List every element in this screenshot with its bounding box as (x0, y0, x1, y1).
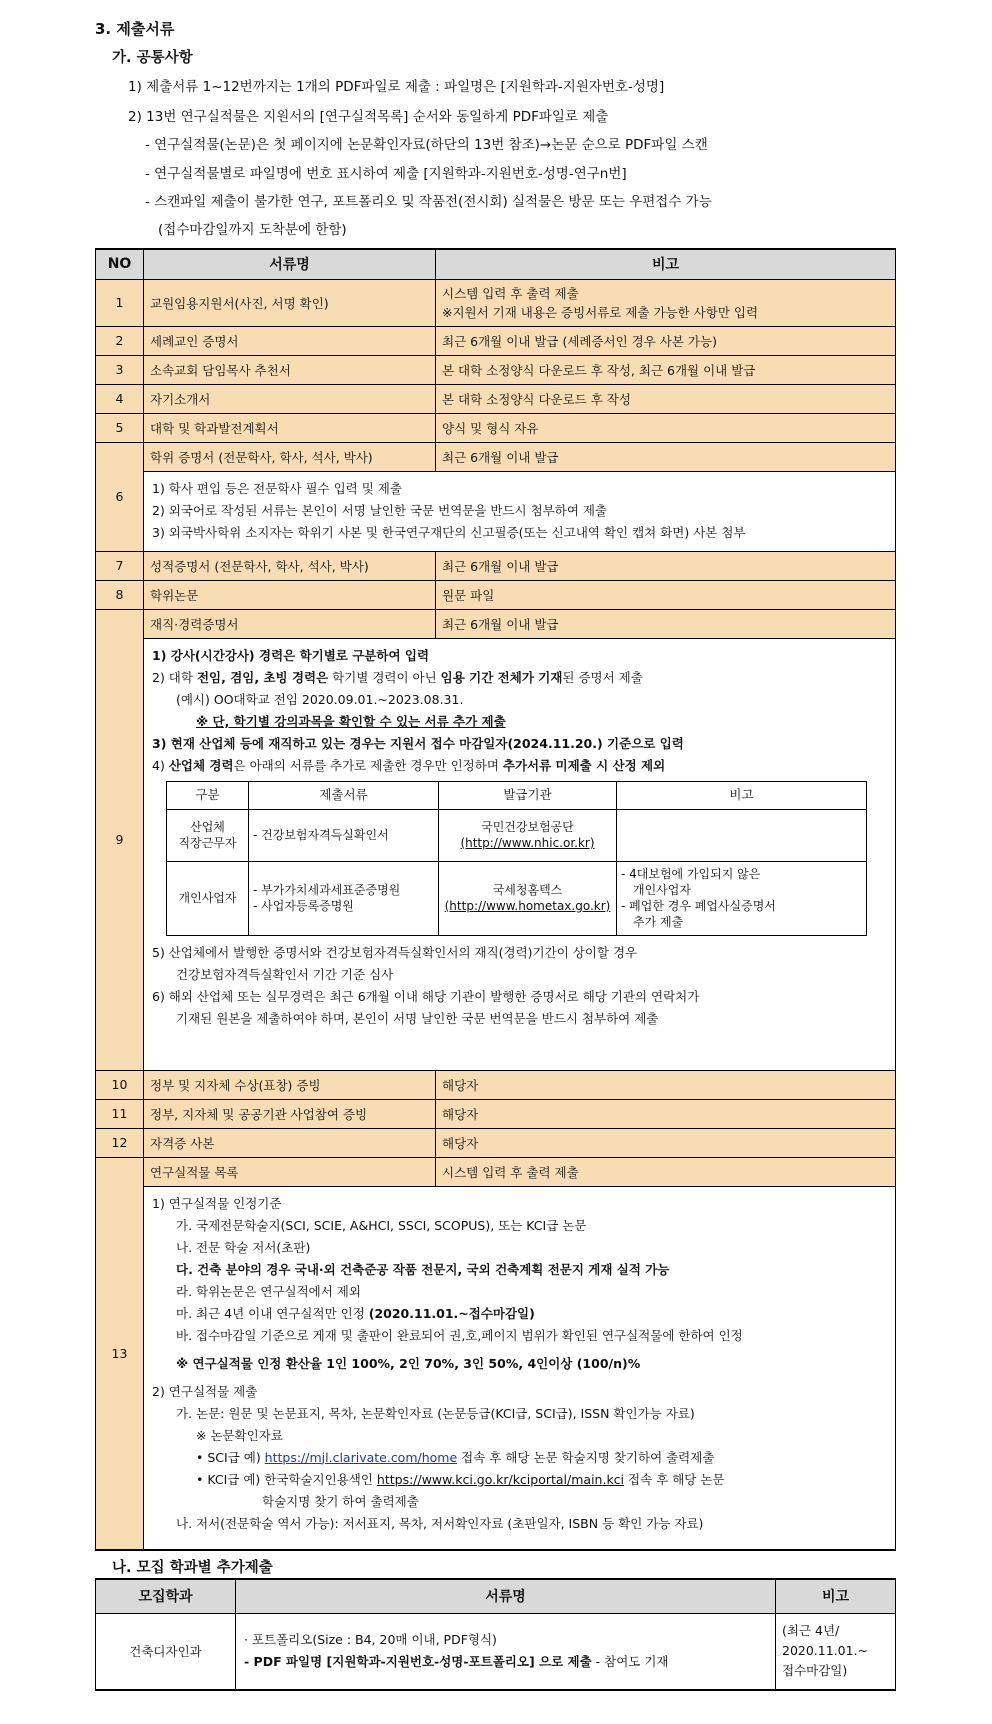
row-number: 12 (96, 1128, 144, 1157)
intro-line: - 연구실적물별로 파일명에 번호 표시하여 제출 [지원학과-지원번호-성명-연구n번] (145, 166, 627, 182)
org-link[interactable]: (http://www.nhic.or.kr) (460, 836, 595, 850)
detail-line (152, 755, 887, 777)
doc-name: 연구실적물 목록 (144, 1157, 436, 1186)
row-number: 9 (96, 609, 144, 1070)
row-number: 1 (96, 279, 144, 326)
table-row (96, 580, 896, 609)
table-row (96, 442, 896, 471)
row-details (144, 1186, 896, 1550)
detail-note: ※ 연구실적물 인정 환산율 1인 100%, 2인 70%, 3인 50%, 4인이상 (100/n)% (176, 1355, 641, 1371)
detail-line (152, 667, 887, 689)
row-number: 2 (96, 326, 144, 355)
text: 4) (152, 757, 169, 773)
sub-doc (249, 861, 439, 935)
intro-line: 1) 제출서류 1~12번까지는 1개의 PDF파일로 제출 : 파일명은 [지원학과-지원자번호-성명] (128, 79, 665, 95)
detail-line: 다. 건축 분야의 경우 국내·외 건축준공 작품 전문지, 국외 건축계획 전문지 게재 실적 가능 (176, 1261, 670, 1277)
intro-line: - 연구실적물(논문)은 첫 페이지에 논문확인자료(하단의 13번 참조)→논문 순으로 PDF파일 스캔 (145, 137, 708, 153)
detail-line: 1) 연구실적물 인정기준 (152, 1195, 282, 1211)
table-header-row (96, 249, 896, 279)
doc-note: 시스템 입력 후 출력 제출 (436, 1157, 896, 1186)
row-number: 3 (96, 355, 144, 384)
doc-note: 최근 6개월 이내 발급 (436, 442, 896, 471)
dept-header: 서류명 (236, 1579, 776, 1613)
doc-name: 자격증 사본 (144, 1128, 436, 1157)
detail-line: 2) 연구실적물 제출 (152, 1383, 258, 1399)
text: 전임, 겸임, 초빙 경력은 (196, 669, 329, 685)
detail-line: 가. 국제전문학술지(SCI, SCIE, A&HCI, SSCI, SCOPUS), 또는 KCI급 논문 (176, 1217, 587, 1233)
text: 접속 후 해당 논문 학술지명 찾기하여 출력제출 (457, 1449, 715, 1465)
doc-name: 재직·경력증명서 (144, 609, 436, 638)
subsection-title: 가. 공통사항 (112, 50, 193, 66)
text: 접수마감일) (782, 1663, 848, 1679)
text: 은 아래의 서류를 추가로 제출한 경우만 인정하며 (233, 757, 503, 773)
detail-note: ※ 단, 학기별 강의과목을 확인할 수 있는 서류 추가 제출 (196, 713, 506, 729)
text: 산업체 경력 (168, 757, 234, 773)
detail-line: 건강보험자격득실확인서 기간 기준 심사 (176, 966, 394, 982)
table-row (96, 1070, 896, 1099)
text: 2020.11.01.~ (782, 1643, 869, 1659)
org-link[interactable]: (http://www.hometax.go.kr) (444, 899, 611, 913)
doc-note: 원문 파일 (436, 580, 896, 609)
detail-line: 학술지명 찾기 하여 출력제출 (262, 1493, 419, 1509)
dept-note (776, 1613, 896, 1690)
note-line: 시스템 입력 후 출력 제출 (442, 285, 579, 301)
sub-doc: - 건강보험자격득실확인서 (249, 809, 439, 861)
intro-line: 2) 13번 연구실적물은 지원서의 [연구실적목록] 순서와 동일하게 PDF파일로 제출 (128, 109, 609, 125)
detail-line: 가. 논문: 원문 및 논문표지, 목차, 논문확인자료 (논문등급(KCI급, SCI급), ISSN 확인가능 자료) (176, 1405, 695, 1421)
detail-line: 나. 전문 학술 저서(초판) (176, 1239, 311, 1255)
sub-header: 구분 (167, 781, 249, 809)
table-row (96, 355, 896, 384)
row-number: 4 (96, 384, 144, 413)
table-row (96, 1128, 896, 1157)
detail-line (152, 1447, 887, 1469)
sub-header: 비고 (617, 781, 867, 809)
detail-line (152, 1469, 887, 1491)
row-number: 6 (96, 442, 144, 551)
row-details (144, 471, 896, 551)
industry-docs-table (166, 781, 867, 936)
text: 학기별 경력이 아닌 (328, 669, 441, 685)
doc-name: 성적증명서 (전문학사, 학사, 석사, 박사) (144, 551, 436, 580)
dept-table (95, 1578, 896, 1691)
header-name: 서류명 (144, 249, 436, 279)
dept-doc-line (244, 1651, 767, 1673)
detail-line: 3) 현재 산업체 등에 재직하고 있는 경우는 지원서 접수 마감일자(2024.11.20.) 기준으로 입력 (152, 735, 684, 751)
sub-row (167, 809, 867, 861)
note-line: ※지원서 기재 내용은 증빙서류로 제출 가능한 사항만 입력 (442, 304, 759, 320)
doc-note: 최근 6개월 이내 발급 (436, 609, 896, 638)
detail-line: (예시) OO대학교 전임 2020.09.01.~2023.08.31. (176, 691, 464, 707)
text: • KCI급 예) 한국학술지인용색인 (196, 1471, 377, 1487)
table-row (96, 279, 896, 326)
table-row (96, 326, 896, 355)
text: 임용 기간 전체가 기재 (440, 669, 563, 685)
doc-name: 정부, 지자체 및 공공기관 사업참여 증빙 (144, 1099, 436, 1128)
sci-link[interactable]: https://mjl.clarivate.com/home (264, 1449, 458, 1465)
doc-name: 소속교회 담임목사 추천서 (144, 355, 436, 384)
dept-doc-line: · 포트폴리오(Size : B4, 20매 이내, PDF형식) (244, 1632, 497, 1648)
text: - PDF 파일명 [지원학과-지원번호-성명-포트폴리오] 으로 제출 (244, 1654, 592, 1670)
text: 추가 제출 (633, 915, 684, 929)
table-row (96, 413, 896, 442)
detail-line: 나. 저서(전문학술 역서 가능): 저서표지, 목차, 저서확인자료 (초판일자, ISBN 등 확인 가능 자료) (176, 1515, 704, 1531)
doc-note: 양식 및 형식 자유 (436, 413, 896, 442)
doc-name: 세례교인 증명서 (144, 326, 436, 355)
sub-header: 제출서류 (249, 781, 439, 809)
detail-line: 2) 외국어로 작성된 서류는 본인이 서명 날인한 국문 번역문을 반드시 첨부하여 제출 (152, 502, 608, 518)
dept-section-title: 나. 모집 학과별 추가제출 (112, 1560, 273, 1576)
text: 접속 후 해당 논문 (624, 1471, 725, 1487)
text: • SCI급 예) (196, 1449, 265, 1465)
doc-note: 본 대학 소정양식 다운로드 후 작성 (436, 384, 896, 413)
dept-header: 모집학과 (96, 1579, 236, 1613)
table-row (96, 1157, 896, 1186)
text: 된 증명서 제출 (562, 669, 643, 685)
sub-header-row (167, 781, 867, 809)
text: 국세청홈텍스 (492, 883, 563, 897)
text: - 부가가치세과세표준증명원 (253, 883, 401, 897)
sub-row (167, 861, 867, 935)
doc-name: 교원임용지원서(사진, 서명 확인) (144, 279, 436, 326)
detail-line (152, 1303, 887, 1325)
intro-line: - 스캔파일 제출이 불가한 연구, 포트폴리오 및 작품전(전시회) 실적물은 방문 또는 우편접수 가능 (145, 194, 712, 210)
detail-line: 라. 학위논문은 연구실적에서 제외 (176, 1283, 361, 1299)
sub-type: 개인사업자 (167, 861, 249, 935)
detail-line: 5) 산업체에서 발행한 증명서와 건강보험자격득실확인서의 재직(경력)기간이 상이할 경우 (152, 944, 638, 960)
dept-docs (236, 1613, 776, 1690)
text: 추가서류 미제출 시 산정 제외 (502, 757, 666, 773)
section-title: 3. 제출서류 (95, 20, 175, 38)
text: (최근 4년/ (782, 1623, 840, 1639)
doc-note (436, 279, 896, 326)
sub-note (617, 861, 867, 935)
row-number: 10 (96, 1070, 144, 1099)
row-details (144, 638, 896, 1070)
detail-line: 6) 해외 산업체 또는 실무경력은 최근 6개월 이내 해당 기관이 발행한 증명서로 해당 기관의 연락처가 (152, 988, 700, 1004)
table-row-details (96, 638, 896, 1070)
sub-header: 발급기관 (439, 781, 617, 809)
doc-note: 최근 6개월 이내 발급 (436, 551, 896, 580)
detail-line: 기재된 원본을 제출하여야 하며, 본인이 서명 날인한 국문 번역문을 반드시 첨부하여 제출 (176, 1010, 659, 1026)
table-row (96, 551, 896, 580)
kci-link[interactable]: https://www.kci.go.kr/kciportal/main.kci (376, 1471, 625, 1487)
detail-line: 3) 외국박사학위 소지자는 학위기 사본 및 한국연구재단의 신고필증(또는 신고내역 확인 캡쳐 화면) 사본 첨부 (152, 524, 746, 540)
text: - 4대보험에 가입되지 않은 (621, 867, 761, 881)
table-row-details (96, 1186, 896, 1550)
doc-note: 해당자 (436, 1099, 896, 1128)
sub-note (617, 809, 867, 861)
dept-header-row (96, 1579, 896, 1613)
text: - 참여도 기재 (591, 1654, 669, 1670)
detail-line: 1) 학사 편입 등은 전문학사 필수 입력 및 제출 (152, 480, 402, 496)
sub-org (439, 861, 617, 935)
doc-note: 본 대학 소정양식 다운로드 후 작성, 최근 6개월 이내 발급 (436, 355, 896, 384)
text: - 폐업한 경우 폐업사실증명서 (621, 899, 776, 913)
dept-name: 건축디자인과 (96, 1613, 236, 1690)
dept-row (96, 1613, 896, 1690)
doc-name: 대학 및 학과발전계획서 (144, 413, 436, 442)
text: 산업체 (190, 820, 225, 834)
text: - 사업자등록증명원 (253, 899, 354, 913)
doc-name: 학위논문 (144, 580, 436, 609)
row-number: 13 (96, 1157, 144, 1550)
doc-name: 학위 증명서 (전문학사, 학사, 석사, 박사) (144, 442, 436, 471)
doc-name: 정부 및 지자체 수상(표창) 증빙 (144, 1070, 436, 1099)
sub-type (167, 809, 249, 861)
row-number: 8 (96, 580, 144, 609)
doc-note: 해당자 (436, 1128, 896, 1157)
text: 2) 대학 (152, 669, 197, 685)
intro-line: (접수마감일까지 도착분에 한함) (158, 222, 347, 238)
dept-header: 비고 (776, 1579, 896, 1613)
text: 국민건강보험공단 (481, 820, 574, 834)
detail-line: 1) 강사(시간강사) 경력은 학기별로 구분하여 입력 (152, 647, 430, 663)
table-row-details (96, 471, 896, 551)
table-row (96, 609, 896, 638)
sub-org (439, 809, 617, 861)
row-number: 11 (96, 1099, 144, 1128)
text: 개인사업자 (633, 883, 691, 897)
doc-note: 해당자 (436, 1070, 896, 1099)
table-row (96, 1099, 896, 1128)
doc-name: 자기소개서 (144, 384, 436, 413)
row-number: 5 (96, 413, 144, 442)
doc-note: 최근 6개월 이내 발급 (세례증서인 경우 사본 가능) (436, 326, 896, 355)
detail-line: 바. 접수마감일 기준으로 게재 및 출판이 완료되어 권,호,페이지 범위가 확인된 연구실적물에 한하여 인정 (176, 1327, 743, 1343)
row-number: 7 (96, 551, 144, 580)
detail-note: ※ 논문확인자료 (196, 1427, 283, 1443)
documents-table (95, 248, 896, 1551)
header-no: NO (96, 249, 144, 279)
text: 마. 최근 4년 이내 연구실적만 인정 (176, 1305, 369, 1321)
table-row (96, 384, 896, 413)
header-note: 비고 (436, 249, 896, 279)
text: (2020.11.01.~접수마감일) (368, 1305, 535, 1321)
text: 직장근무자 (178, 836, 237, 850)
